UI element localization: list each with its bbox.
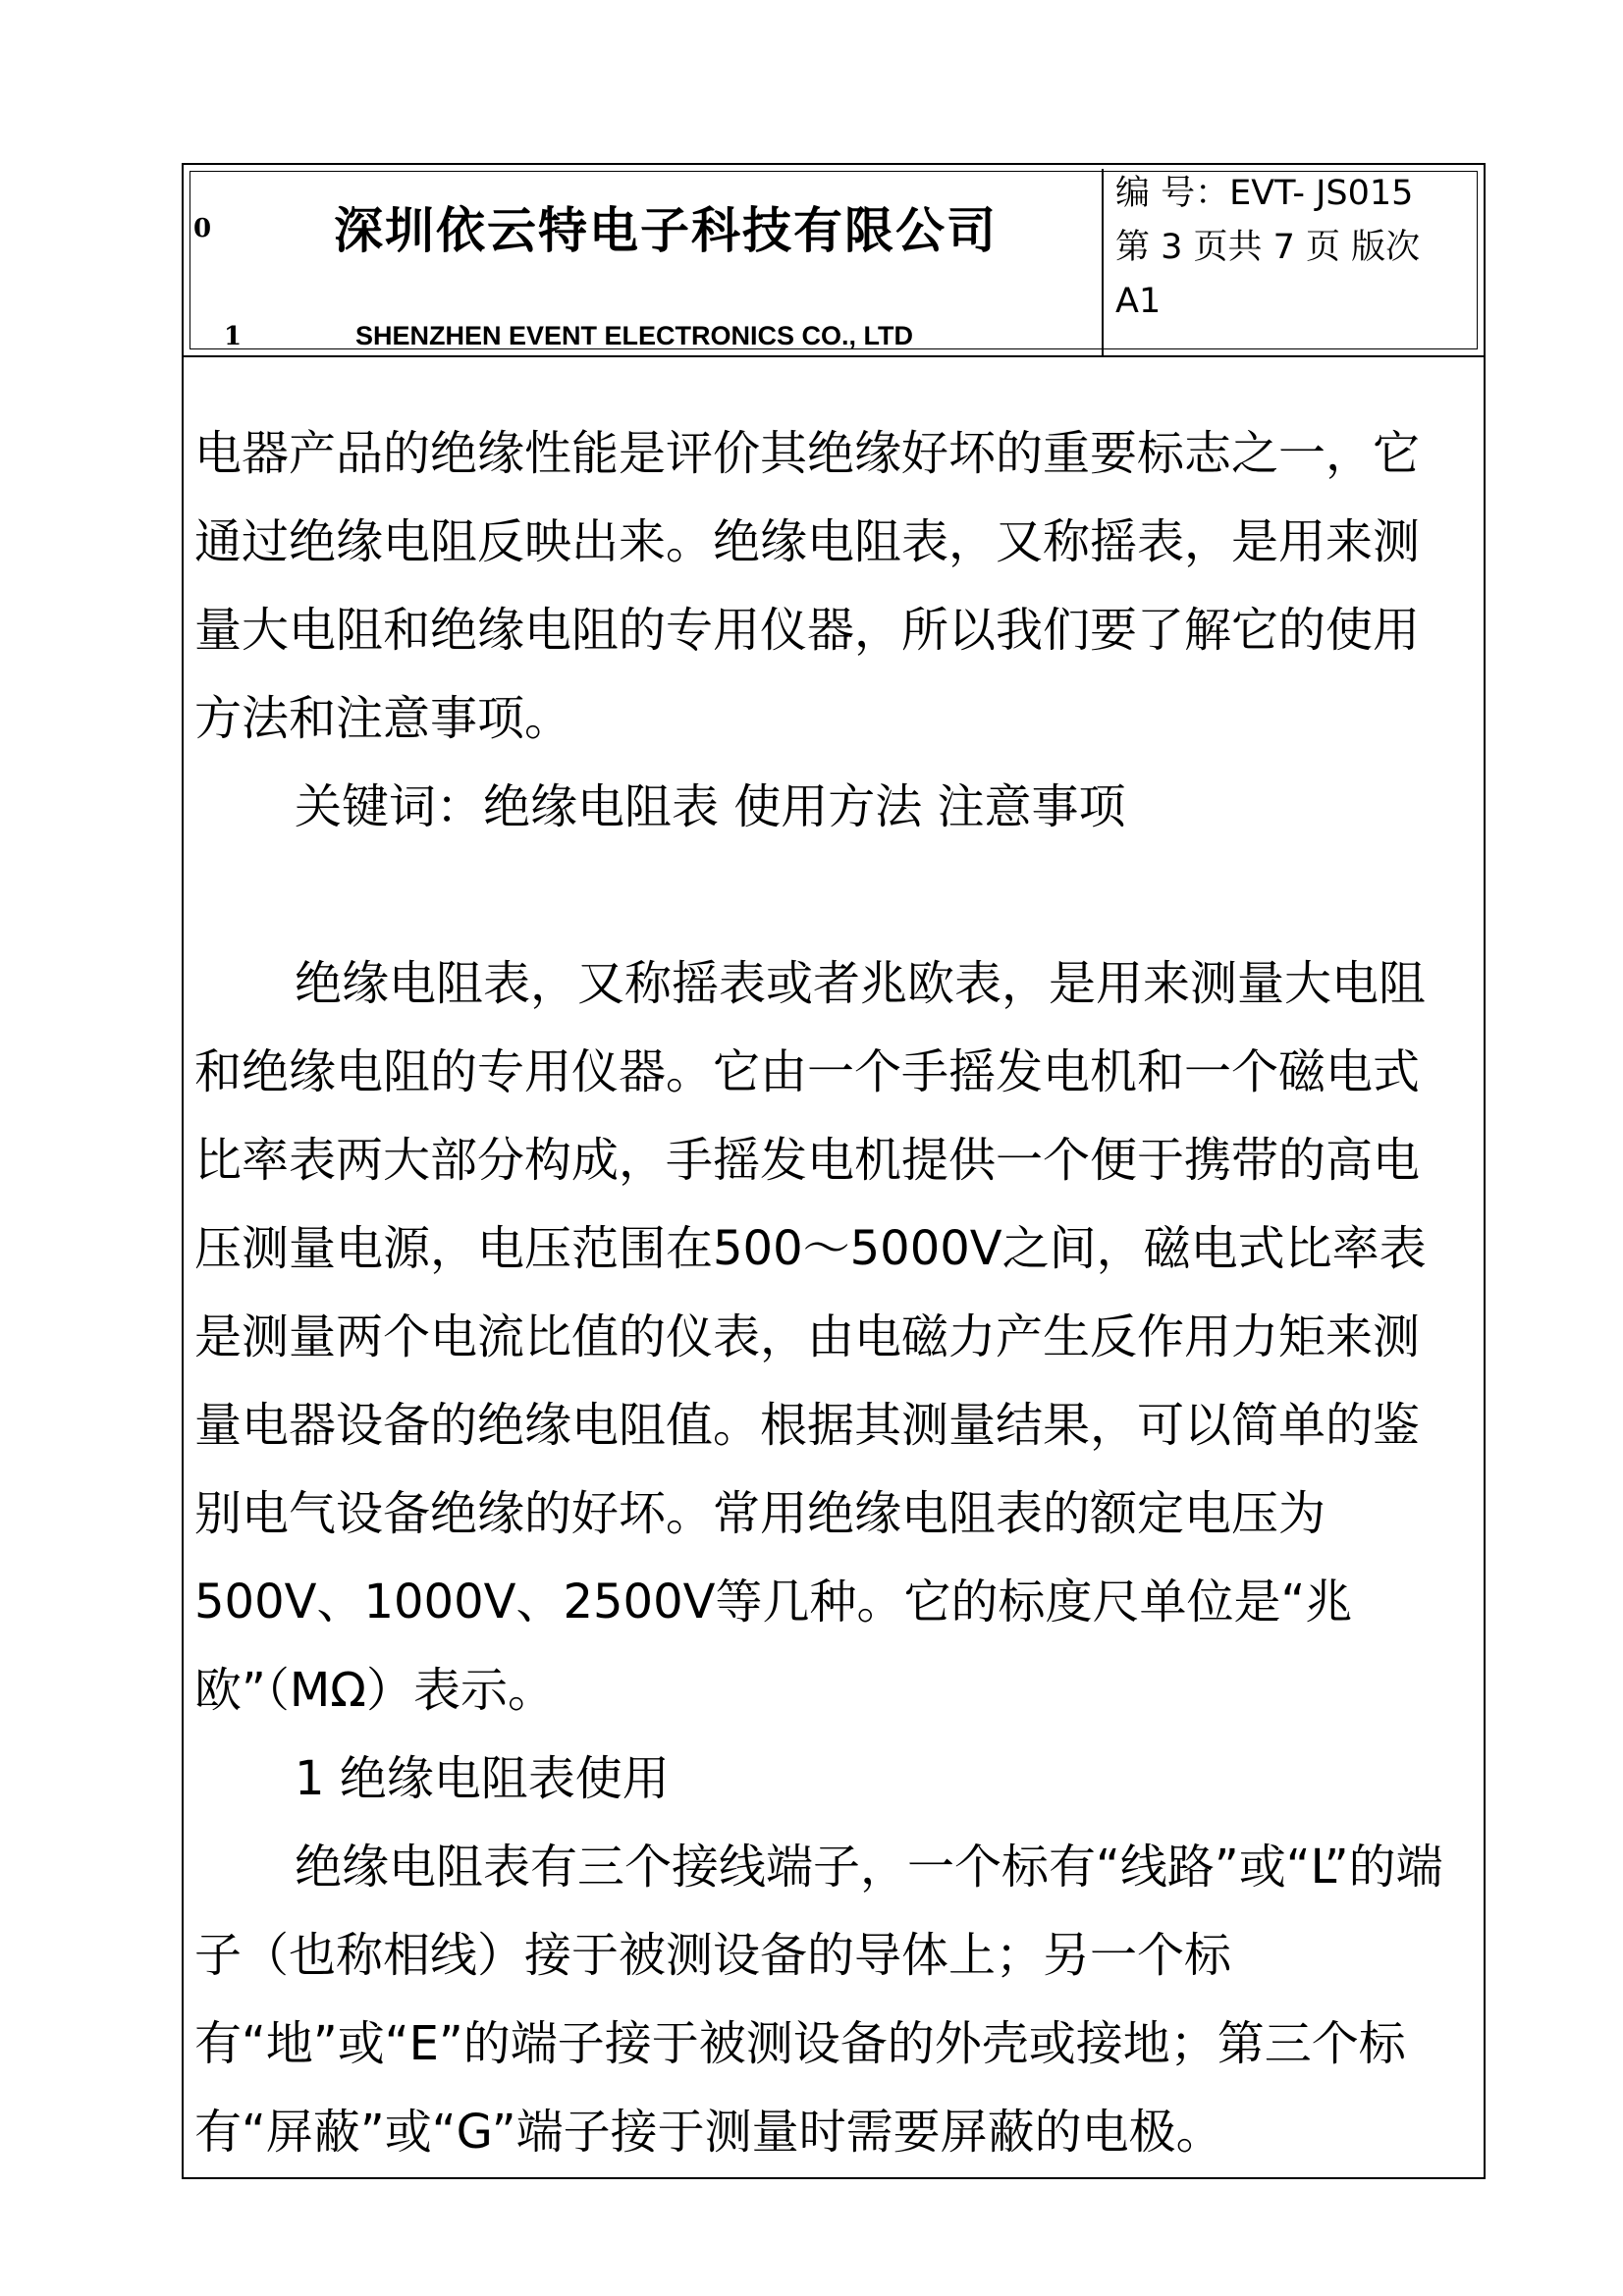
document-version: A1	[1115, 282, 1162, 321]
section-paragraph: 绝缘电阻表有三个接线端子，一个标有“线路”或“L”的端子（也称相线）接于被测设备的导体上；另一个标有“地”或“E”的端子接于被测设备的外壳或接地；第三个标有“屏蔽”或“G”端子接于测量时需要屏蔽的电极。	[194, 1840, 1443, 2160]
header-row-number-bottom: 1	[224, 322, 243, 351]
company-name-english: SHENZHEN EVENT ELECTRONICS CO., LTD	[355, 321, 914, 350]
page-info: 第 3 页共 7 页 版次	[1115, 228, 1421, 267]
keywords-line: 关键词：绝缘电阻表 使用方法 注意事项	[295, 779, 1126, 834]
abstract-paragraph: 电器产品的绝缘性能是评价其绝缘好坏的重要标志之一，它通过绝缘电阻反映出来。绝缘电阻表，又称摇表，是用来测量大电阻和绝缘电阻的专用仪器，所以我们要了解它的使用方法和注意事项。	[194, 426, 1421, 746]
document-meta	[1115, 167, 1479, 329]
header-row-number-top: 0	[193, 214, 212, 243]
section-title: 1 绝缘电阻表使用	[295, 1751, 670, 1806]
document-number: 编 号：EVT- JS015	[1115, 174, 1414, 213]
blank-line	[194, 851, 1481, 939]
document-body	[194, 409, 1481, 2176]
header-divider	[1102, 169, 1104, 357]
intro-paragraph: 绝缘电阻表，又称摇表或者兆欧表，是用来测量大电阻和绝缘电阻的专用仪器。它由一个手摇发电机和一个磁电式比率表两大部分构成，手摇发电机提供一个便于携带的高电压测量电源，电压范围在500～5000V之间，磁电式比率表是测量两个电流比值的仪表，由电磁力产生反作用力矩来测量电器设备的绝缘电阻值。根据其测量结果，可以简单的鉴别电气设备绝缘的好坏。常用绝缘电阻表的额定电压为500V、1000V、2500V等几种。它的标度尺单位是“兆欧”（MΩ）表示。	[194, 956, 1427, 1718]
company-name-chinese: 深圳依云特电子科技有限公司	[334, 202, 998, 259]
